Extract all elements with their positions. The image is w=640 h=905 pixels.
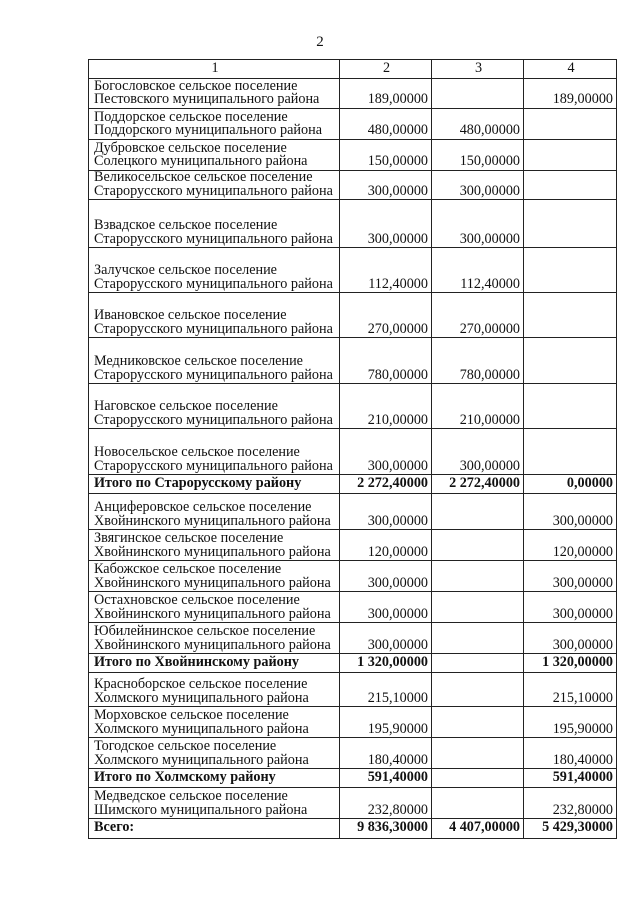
amount-total-cell: 300,00000 <box>340 561 432 592</box>
amount-col3-cell: 300,00000 <box>432 200 524 248</box>
amount-col3-cell: 300,00000 <box>432 171 524 200</box>
column-header: 4 <box>524 60 617 79</box>
amount-col3-cell <box>432 592 524 623</box>
amount-col4-cell: 0,00000 <box>524 475 617 494</box>
grand-total-row <box>89 819 617 839</box>
amount-col4-cell: 180,40000 <box>524 738 617 769</box>
settlement-name-cell: Новосельское сельское поселение Старорусского муниципального района <box>89 429 340 475</box>
amount-col3-cell <box>432 707 524 738</box>
amount-total-cell: 780,00000 <box>340 338 432 384</box>
settlement-name-cell: Медведское сельское поселение Шимского муниципального района <box>89 788 340 819</box>
amount-col4-cell <box>524 293 617 338</box>
amount-col3-cell <box>432 530 524 561</box>
settlement-name-cell: Медниковское сельское поселение Старорусского муниципального района <box>89 338 340 384</box>
amount-total-cell: 189,00000 <box>340 79 432 109</box>
amount-col4-cell <box>524 140 617 171</box>
settlement-name-cell: Анциферовское сельское поселение Хвойнинского муниципального района <box>89 494 340 530</box>
table-row <box>89 79 617 109</box>
table-row <box>89 248 617 293</box>
amount-col4-cell: 5 429,30000 <box>524 819 617 839</box>
table-row <box>89 623 617 654</box>
amount-col3-cell: 210,00000 <box>432 384 524 429</box>
amount-total-cell: 270,00000 <box>340 293 432 338</box>
table-row <box>89 293 617 338</box>
amount-total-cell: 9 836,30000 <box>340 819 432 839</box>
amount-total-cell: 591,40000 <box>340 769 432 788</box>
table-row <box>89 561 617 592</box>
amount-col3-cell <box>432 738 524 769</box>
settlement-name-cell: Тогодское сельское поселение Холмского муниципального района <box>89 738 340 769</box>
table-row <box>89 592 617 623</box>
settlement-name-cell: Поддорское сельское поселение Поддорского муниципального района <box>89 109 340 140</box>
amount-col3-cell: 300,00000 <box>432 429 524 475</box>
settlement-name-cell: Дубровское сельское поселение Солецкого муниципального района <box>89 140 340 171</box>
settlement-name-cell: Великосельское сельское поселение Старорусского муниципального района <box>89 171 340 200</box>
amount-col3-cell <box>432 673 524 707</box>
table-row <box>89 707 617 738</box>
table-row <box>89 171 617 200</box>
settlement-name-cell: Итого по Хвойнинскому району <box>89 654 340 673</box>
amount-total-cell: 195,90000 <box>340 707 432 738</box>
table-row <box>89 673 617 707</box>
column-header: 2 <box>340 60 432 79</box>
amount-col3-cell: 150,00000 <box>432 140 524 171</box>
amount-total-cell: 120,00000 <box>340 530 432 561</box>
amount-col4-cell: 300,00000 <box>524 592 617 623</box>
amount-col4-cell: 591,40000 <box>524 769 617 788</box>
amount-total-cell: 112,40000 <box>340 248 432 293</box>
amount-col4-cell: 120,00000 <box>524 530 617 561</box>
amount-col3-cell <box>432 79 524 109</box>
table-row <box>89 530 617 561</box>
amount-col4-cell <box>524 109 617 140</box>
amount-col3-cell <box>432 788 524 819</box>
table-row <box>89 738 617 769</box>
amount-col4-cell: 300,00000 <box>524 623 617 654</box>
amount-col3-cell <box>432 654 524 673</box>
amount-col3-cell: 270,00000 <box>432 293 524 338</box>
table-row <box>89 788 617 819</box>
table-row <box>89 384 617 429</box>
amount-col4-cell: 300,00000 <box>524 561 617 592</box>
amount-col4-cell <box>524 171 617 200</box>
amount-col4-cell: 195,90000 <box>524 707 617 738</box>
amount-col3-cell <box>432 769 524 788</box>
settlement-name-cell: Юбилейнинское сельское поселение Хвойнинского муниципального района <box>89 623 340 654</box>
amount-total-cell: 215,10000 <box>340 673 432 707</box>
amount-total-cell: 210,00000 <box>340 384 432 429</box>
amount-col3-cell <box>432 561 524 592</box>
amount-total-cell: 300,00000 <box>340 623 432 654</box>
settlement-name-cell: Богословское сельское поселение Пестовского муниципального района <box>89 79 340 109</box>
column-header: 3 <box>432 60 524 79</box>
amount-col4-cell <box>524 200 617 248</box>
amount-total-cell: 150,00000 <box>340 140 432 171</box>
table-body <box>89 79 617 839</box>
subsidy-table <box>88 59 617 839</box>
amount-col3-cell <box>432 494 524 530</box>
settlement-name-cell: Звягинское сельское поселение Хвойнинского муниципального района <box>89 530 340 561</box>
amount-col3-cell: 780,00000 <box>432 338 524 384</box>
amount-col4-cell <box>524 338 617 384</box>
amount-total-cell: 2 272,40000 <box>340 475 432 494</box>
settlement-name-cell: Залучское сельское поселение Старорусского муниципального района <box>89 248 340 293</box>
amount-col3-cell: 4 407,00000 <box>432 819 524 839</box>
amount-total-cell: 300,00000 <box>340 200 432 248</box>
amount-total-cell: 232,80000 <box>340 788 432 819</box>
amount-total-cell: 300,00000 <box>340 171 432 200</box>
column-header: 1 <box>89 60 340 79</box>
settlement-name-cell: Взвадское сельское поселение Старорусского муниципального района <box>89 200 340 248</box>
amount-col3-cell: 2 272,40000 <box>432 475 524 494</box>
amount-col4-cell: 232,80000 <box>524 788 617 819</box>
amount-col3-cell: 480,00000 <box>432 109 524 140</box>
amount-col4-cell: 215,10000 <box>524 673 617 707</box>
amount-col4-cell <box>524 429 617 475</box>
settlement-name-cell: Итого по Холмскому району <box>89 769 340 788</box>
amount-col4-cell <box>524 384 617 429</box>
settlement-name-cell: Всего: <box>89 819 340 839</box>
amount-col4-cell: 300,00000 <box>524 494 617 530</box>
table-row <box>89 109 617 140</box>
amount-total-cell: 300,00000 <box>340 592 432 623</box>
amount-col3-cell: 112,40000 <box>432 248 524 293</box>
subtotal-row <box>89 769 617 788</box>
subtotal-row <box>89 475 617 494</box>
settlement-name-cell: Итого по Старорусскому району <box>89 475 340 494</box>
settlement-name-cell: Наговское сельское поселение Старорусского муниципального района <box>89 384 340 429</box>
amount-total-cell: 180,40000 <box>340 738 432 769</box>
amount-col4-cell <box>524 248 617 293</box>
header-row <box>89 60 617 79</box>
table-row <box>89 429 617 475</box>
table-row <box>89 200 617 248</box>
amount-col4-cell: 1 320,00000 <box>524 654 617 673</box>
page-number: 2 <box>316 34 324 50</box>
amount-col3-cell <box>432 623 524 654</box>
amount-col4-cell: 189,00000 <box>524 79 617 109</box>
table-row <box>89 140 617 171</box>
settlement-name-cell: Кабожское сельское поселение Хвойнинского муниципального района <box>89 561 340 592</box>
amount-total-cell: 300,00000 <box>340 429 432 475</box>
amount-total-cell: 480,00000 <box>340 109 432 140</box>
table-row <box>89 338 617 384</box>
subtotal-row <box>89 654 617 673</box>
amount-total-cell: 1 320,00000 <box>340 654 432 673</box>
settlement-name-cell: Красноборское сельское поселение Холмского муниципального района <box>89 673 340 707</box>
table-row <box>89 494 617 530</box>
settlement-name-cell: Морховское сельское поселение Холмского муниципального района <box>89 707 340 738</box>
settlement-name-cell: Ивановское сельское поселение Старорусского муниципального района <box>89 293 340 338</box>
amount-total-cell: 300,00000 <box>340 494 432 530</box>
settlement-name-cell: Остахновское сельское поселение Хвойнинского муниципального района <box>89 592 340 623</box>
